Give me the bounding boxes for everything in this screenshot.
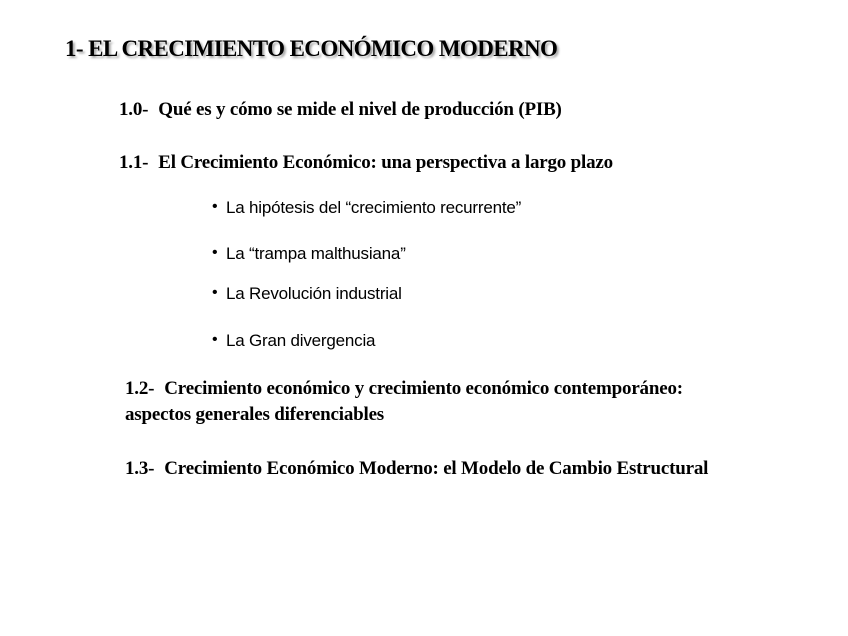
section-1-0 [119,97,562,123]
bullet-icon: • [212,244,218,261]
section-1-1 [119,150,613,176]
bullet-item [212,331,375,351]
bullet-item [212,244,406,264]
section-text: Crecimiento Económico Moderno: el Modelo de Cambio Estructural [164,458,709,479]
section-number: 1.3- [125,458,155,479]
bullet-item [212,284,402,304]
section-number: 1.0- [119,99,149,120]
bullet-icon: • [212,331,218,348]
bullet-text: La Gran divergencia [226,331,376,350]
section-1-3 [125,456,708,482]
section-number: 1.2- [125,378,155,399]
section-text: Crecimiento económico y crecimiento económico contemporáneo: [164,378,683,399]
section-text-continued: aspectos generales diferenciables [125,404,385,425]
section-text: Qué es y cómo se mide el nivel de producción (PIB) [158,99,562,120]
section-text: El Crecimiento Económico: una perspectiva a largo plazo [158,152,613,173]
bullet-icon: • [212,284,218,301]
slide-title: 1- EL CRECIMIENTO ECONÓMICO MODERNO [65,36,558,61]
bullet-item [212,198,521,218]
bullet-text: La Revolución industrial [226,284,402,303]
bullet-icon: • [212,198,218,215]
section-1-2 [125,376,683,428]
section-number: 1.1- [119,152,149,173]
bullet-text: La “trampa malthusiana” [226,244,406,263]
bullet-text: La hipótesis del “crecimiento recurrente” [226,198,522,217]
